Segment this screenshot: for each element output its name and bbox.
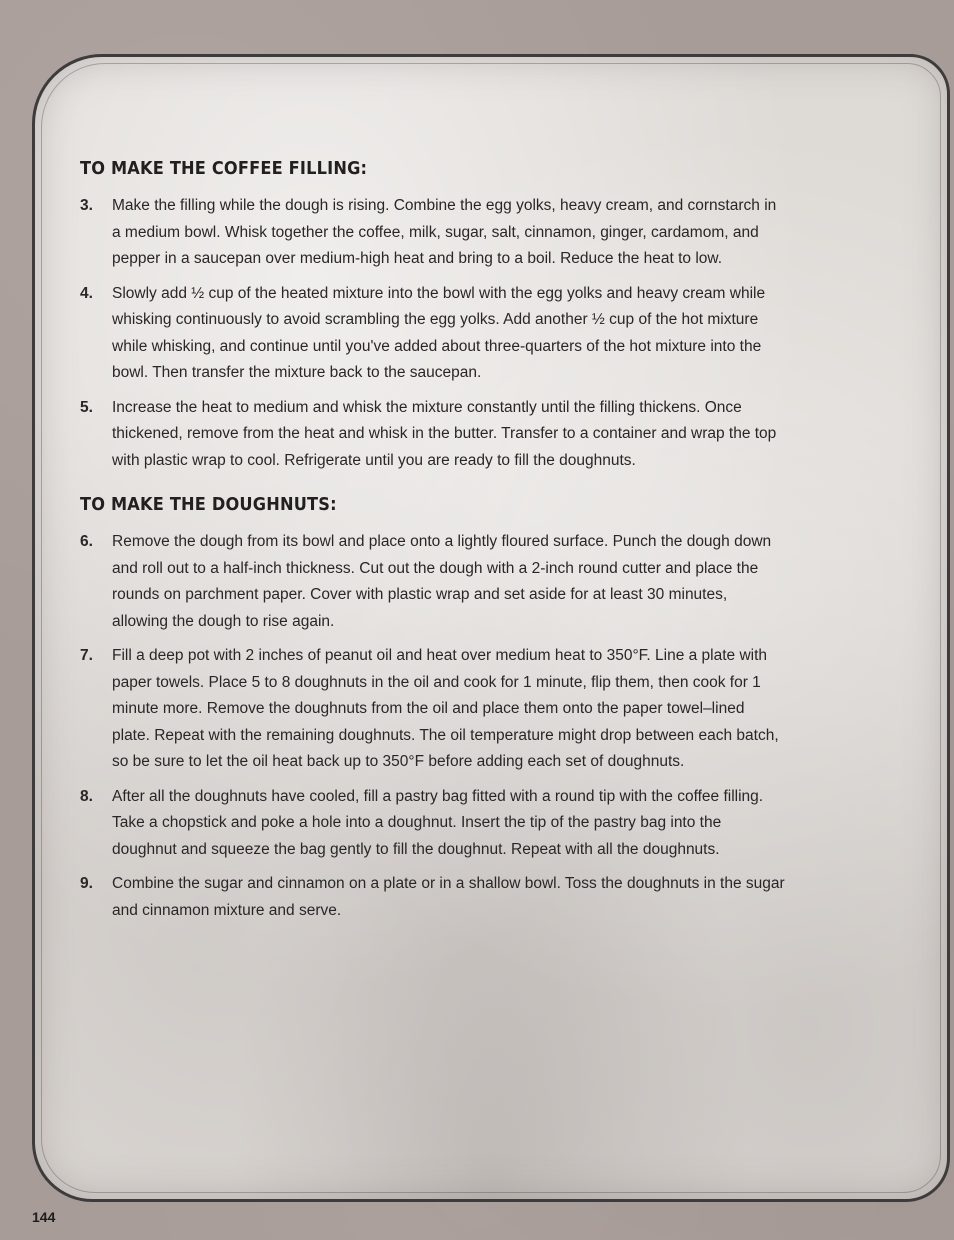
step-number: 7. (80, 647, 93, 664)
steps-doughnuts (80, 529, 786, 924)
page-number: 144 (32, 1209, 56, 1225)
step-number: 9. (80, 875, 93, 892)
step-item (80, 784, 786, 864)
step-number: 3. (80, 197, 93, 214)
step-item (80, 871, 786, 924)
step-text: Make the filling while the dough is rising. Combine the egg yolks, heavy cream, and cornstarch in a medium bowl. Whisk together the coffee, milk, sugar, salt, cinnamon, ginger, cardamom, and pepper in a saucepan over medium-high heat and bring to a boil. Reduce the heat to low. (112, 197, 777, 267)
step-number: 8. (80, 787, 93, 805)
step-text: Slowly add ½ cup of the heated mixture into the bowl with the egg yolks and heavy cream while whisking continuously to avoid scrambling the egg yolks. Add another ½ cup of the hot mixture while whisking, and continue until you've added about three-quarters of the hot mixture into the bowl. Then transfer the mixture back to the saucepan. (112, 284, 766, 381)
step-text: Increase the heat to medium and whisk the mixture constantly until the filling thickens. Once thickened, remove from the heat and whisk in the butter. Transfer to a container and wrap the top with plastic wrap to cool. Refrigerate until you are ready to fill the doughnuts. (112, 398, 777, 469)
step-number: 4. (80, 284, 93, 302)
section-heading-doughnuts: TO MAKE THE DOUGHNUTS: (80, 494, 337, 515)
steps-coffee-filling (80, 193, 786, 474)
step-item (80, 643, 786, 776)
step-text: After all the doughnuts have cooled, fill a pastry bag fitted with a round tip with the coffee filling. Take a chopstick and poke a hole into a doughnut. Insert the tip of the pastry bag into the doughnut and squeeze the bag gently to fill the doughnut. Repeat with all the doughnuts. (112, 787, 764, 858)
section-heading-coffee-filling: TO MAKE THE COFFEE FILLING: (80, 158, 368, 179)
step-text: Fill a deep pot with 2 inches of peanut oil and heat over medium heat to 350°F. Line a plate with paper towels. Place 5 to 8 doughnuts in the oil and cook for 1 minute, flip them, then cook for 1 minute more. Remove the doughnuts from the oil and place them onto the paper towel–lined plate. Repeat with the remaining doughnuts. The oil temperature might drop between each batch, so be sure to let the oil heat back up to 350°F before adding each set of doughnuts. (112, 647, 779, 770)
step-number: 5. (80, 398, 93, 416)
step-item (80, 529, 786, 635)
step-item (80, 281, 786, 387)
step-text: Remove the dough from its bowl and place onto a lightly floured surface. Punch the dough down and roll out to a half-inch thickness. Cut out the dough with a 2-inch round cutter and place the rounds on parchment paper. Cover with plastic wrap and set aside for at least 30 minutes, allowing the dough to rise again. (112, 533, 772, 630)
step-item (80, 193, 786, 273)
recipe-content (80, 158, 786, 932)
step-item (80, 395, 786, 475)
step-text: Combine the sugar and cinnamon on a plate or in a shallow bowl. Toss the doughnuts in the sugar and cinnamon mixture and serve. (112, 875, 785, 919)
step-number: 6. (80, 533, 93, 550)
